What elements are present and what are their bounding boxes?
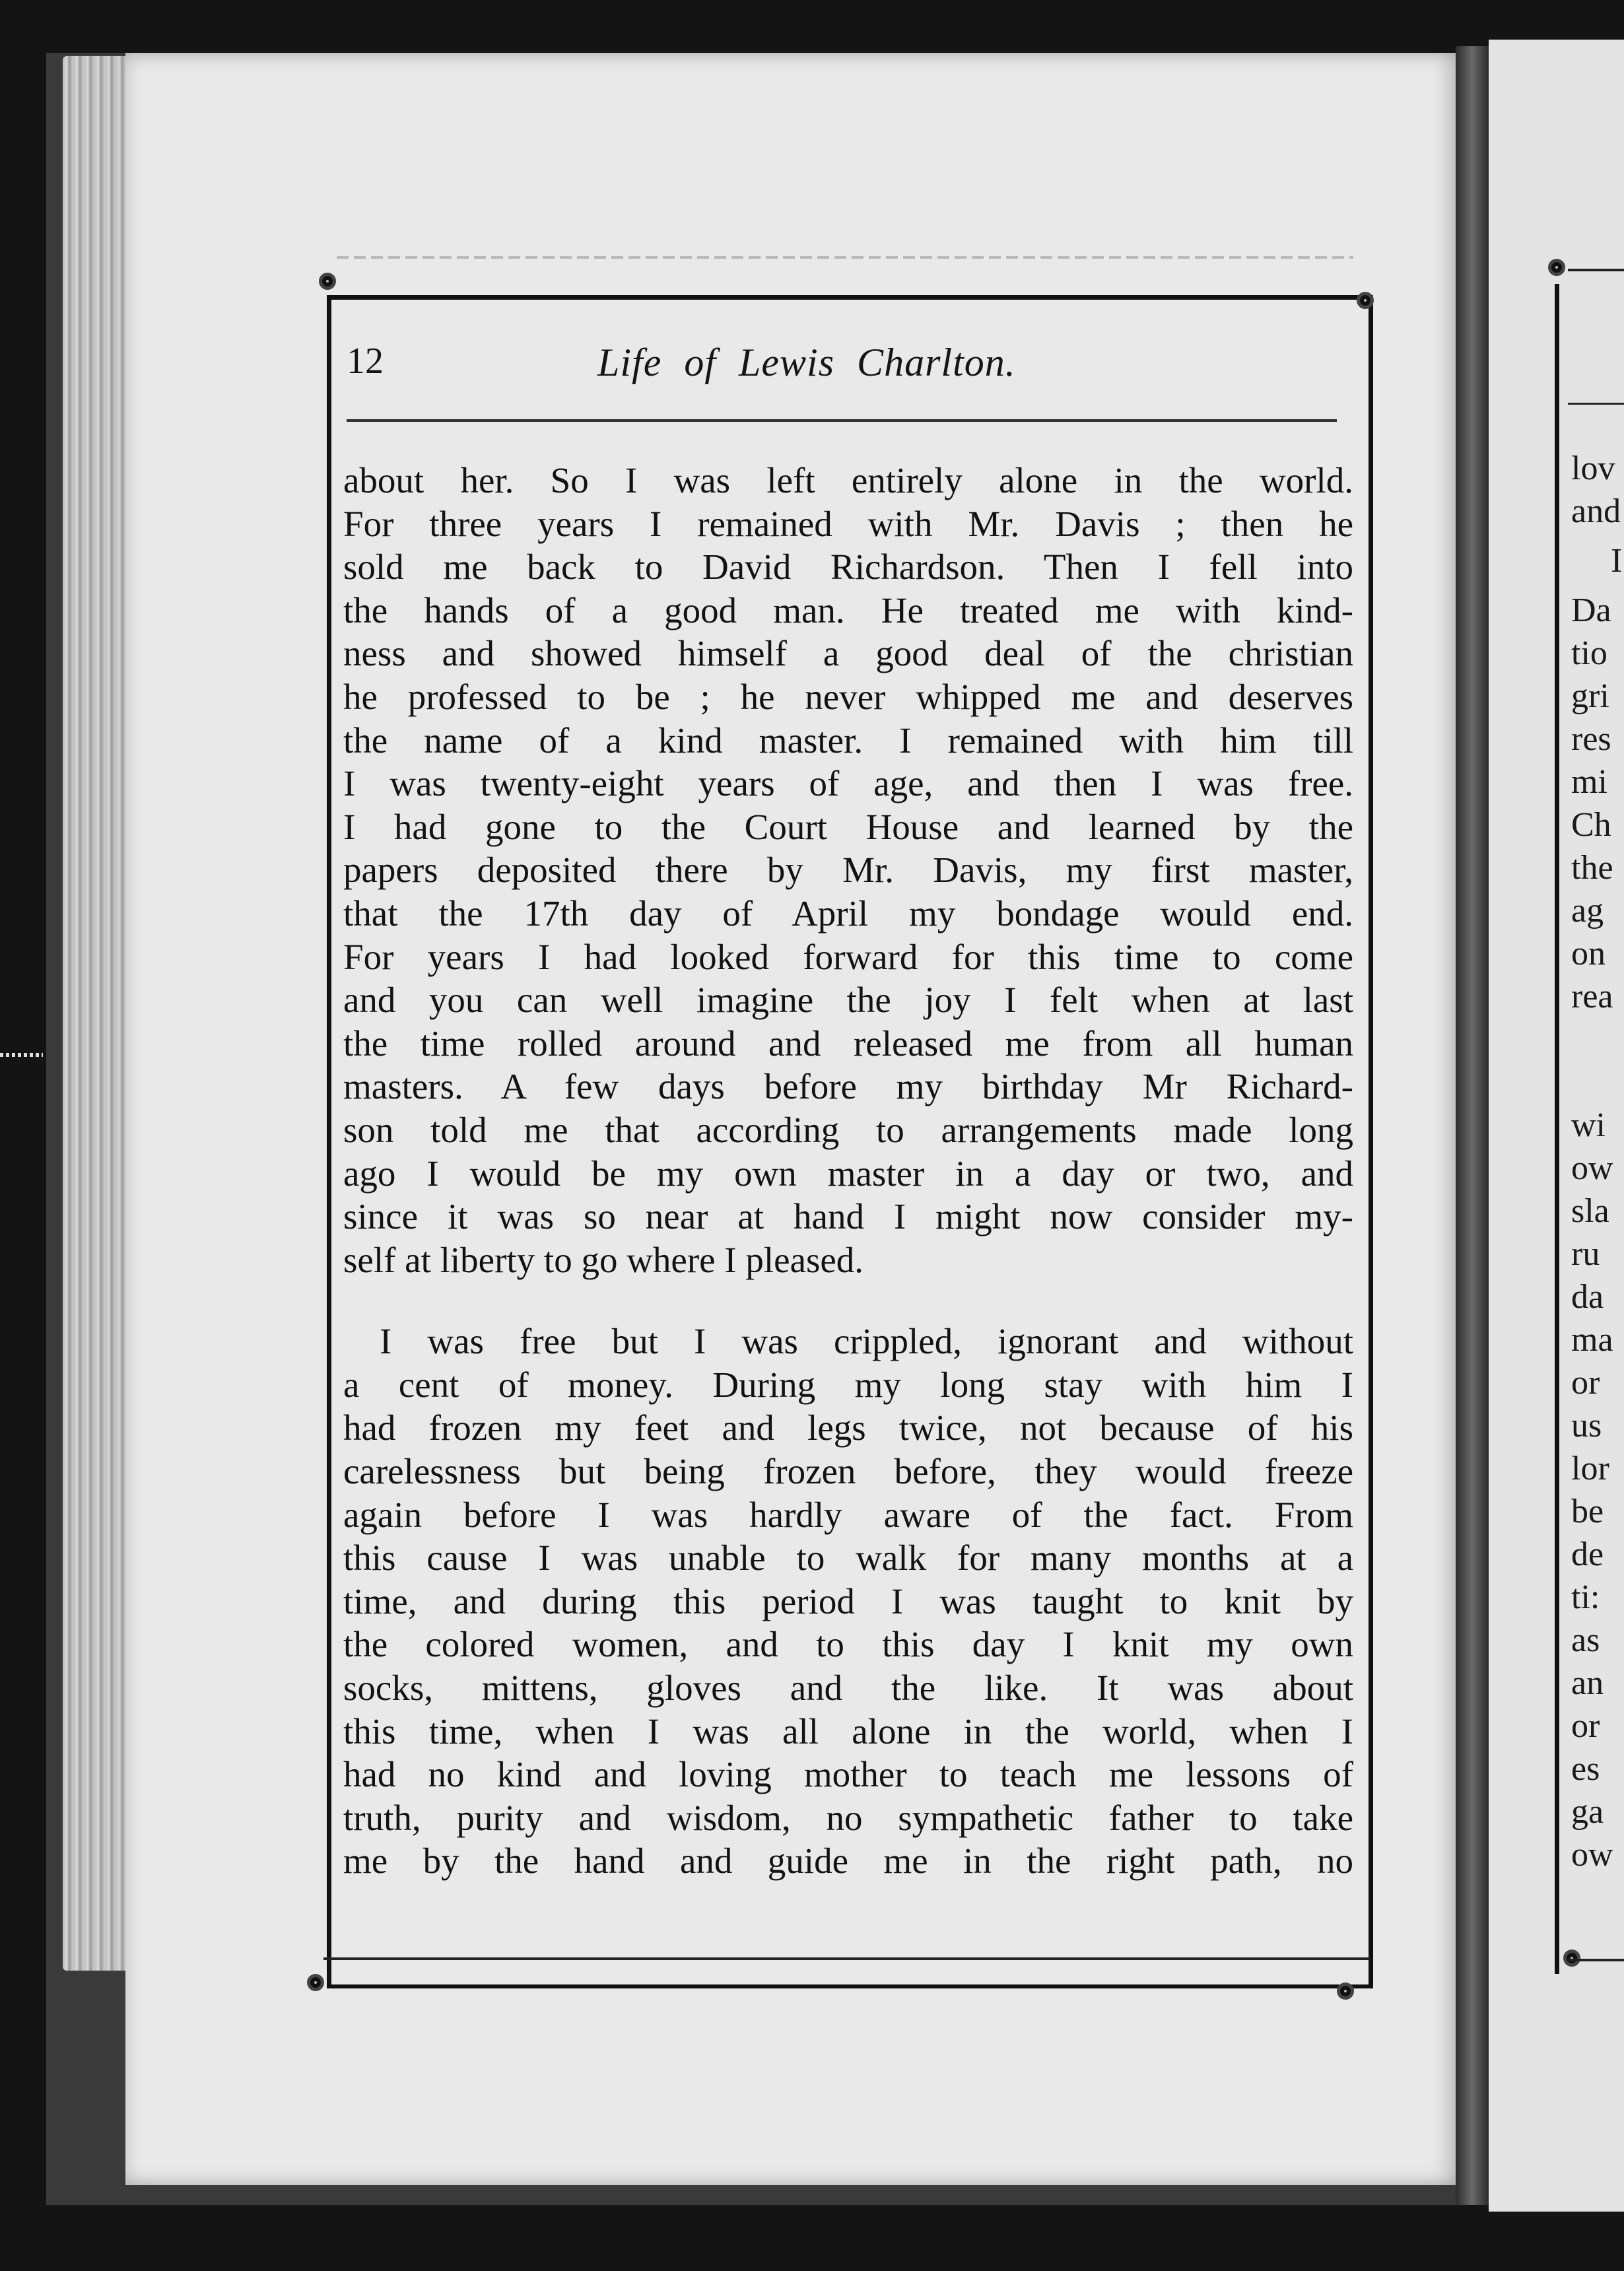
facing-text-fragment: or — [1571, 1364, 1600, 1402]
running-title: Life of Lewis Charlton. — [597, 341, 1016, 384]
text-line: For years I had looked forward for this time to come — [343, 936, 1353, 977]
frame-inner-rule — [323, 1957, 1370, 1960]
text-line: had frozen my feet and legs twice, not because of his — [343, 1407, 1353, 1448]
text-line: I had gone to the Court House and learned by the — [343, 806, 1353, 847]
text-line: I was free but I was crippled, ignorant and without — [380, 1321, 1353, 1362]
facing-text-fragment: rea — [1571, 978, 1613, 1015]
frame-corner-ornament — [307, 1974, 324, 1991]
facing-text-fragment: gri — [1571, 677, 1609, 715]
facing-text-fragment: ow — [1571, 1149, 1613, 1187]
facing-text-fragment: wi — [1571, 1106, 1606, 1144]
text-line: time, and during this period I was taught to knit by — [343, 1580, 1353, 1621]
text-line: self at liberty to go where I pleased. — [343, 1239, 864, 1280]
facing-text-fragment: an — [1571, 1664, 1604, 1702]
text-line: a cent of money. During my long stay with him I — [343, 1364, 1353, 1405]
text-line: me by the hand and guide me in the right path, no — [343, 1841, 1353, 1881]
text-line: the colored women, and to this day I knit my own — [343, 1624, 1353, 1665]
text-line: I was twenty-eight years of age, and then I was free. — [343, 763, 1353, 804]
text-line: had no kind and loving mother to teach me lessons of — [343, 1754, 1353, 1795]
facing-text-fragment: ma — [1571, 1321, 1613, 1359]
page-number: 12 — [347, 341, 384, 382]
text-line: truth, purity and wisdom, no sympathetic father to take — [343, 1797, 1353, 1838]
facing-text-fragment: the — [1571, 849, 1613, 887]
facing-text-fragment: as — [1571, 1621, 1600, 1659]
text-line: he professed to be ; he never whipped me and deserves — [343, 676, 1353, 717]
text-line: about her. So I was left entirely alone in the world. — [343, 460, 1353, 500]
text-line: sold me back to David Richardson. Then I fell into — [343, 547, 1353, 588]
facing-text-fragment: tio — [1571, 634, 1607, 672]
facing-text-fragment: and — [1571, 492, 1621, 530]
facing-frame-top-rule — [1568, 269, 1624, 271]
text-line: this cause I was unable to walk for many months at a — [343, 1538, 1353, 1578]
facing-text-fragment: ga — [1571, 1793, 1604, 1831]
book-gutter — [1456, 46, 1492, 2205]
text-line: and you can well imagine the joy I felt when at last — [343, 980, 1353, 1021]
facing-text-fragment: us — [1571, 1407, 1602, 1444]
text-line: For three years I remained with Mr. Davis ; then he — [343, 503, 1353, 544]
facing-text-fragment: be — [1571, 1493, 1604, 1530]
facing-text-fragment: es — [1571, 1750, 1600, 1788]
text-line: papers deposited there by Mr. Davis, my first master, — [343, 850, 1353, 891]
facing-text-fragment: sla — [1571, 1192, 1609, 1230]
text-line: the hands of a good man. He treated me with kind- — [343, 590, 1353, 630]
text-line: this time, when I was all alone in the world, when I — [343, 1711, 1353, 1751]
text-line: socks, mittens, gloves and the like. It was about — [343, 1668, 1353, 1709]
facing-text-fragment: da — [1571, 1278, 1604, 1316]
scan-ruler-mark — [0, 1053, 43, 1057]
facing-text-fragment: mi — [1571, 763, 1607, 801]
text-line: ness and showed himself a good deal of the christian — [343, 633, 1353, 674]
text-line: masters. A few days before my birthday Mr Richard- — [343, 1066, 1353, 1107]
facing-text-fragment: ow — [1571, 1836, 1613, 1874]
page-header — [347, 333, 1357, 393]
text-line: son told me that according to arrangements made long — [343, 1109, 1353, 1150]
bleed-through-rule — [337, 256, 1353, 259]
facing-text-fragment: Da — [1571, 592, 1611, 629]
text-line: that the 17th day of April my bondage would end. — [343, 893, 1353, 933]
frame-corner-ornament — [1357, 292, 1374, 309]
facing-text-fragment: res — [1571, 720, 1611, 758]
paragraph-gap — [343, 1281, 1353, 1320]
facing-text-fragment: or — [1571, 1707, 1600, 1745]
body-text — [343, 459, 1353, 1883]
text-line: the name of a kind master. I remained with him till — [343, 720, 1353, 761]
facing-frame-corner-ornament — [1548, 259, 1565, 276]
text-line: carelessness but being frozen before, they would freeze — [343, 1451, 1353, 1492]
facing-text-fragment: lov — [1571, 450, 1615, 487]
facing-text-fragment: Ch — [1571, 806, 1611, 844]
text-line: the time rolled around and released me from all human — [343, 1023, 1353, 1064]
frame-corner-ornament — [319, 273, 336, 290]
facing-text-fragment: lor — [1571, 1450, 1609, 1487]
text-line: again before I was hardly aware of the fact. From — [343, 1494, 1353, 1535]
facing-frame-corner-ornament — [1563, 1949, 1580, 1967]
facing-header-rule — [1568, 403, 1624, 405]
frame-corner-ornament — [1337, 1983, 1354, 2000]
text-line: ago I would be my own master in a day or two, and — [343, 1153, 1353, 1194]
text-line: since it was so near at hand I might now consider my- — [343, 1196, 1353, 1237]
facing-text-fragment: I — [1611, 542, 1623, 580]
facing-text-fragment: ru — [1571, 1235, 1600, 1273]
facing-text-fragment: ag — [1571, 892, 1604, 930]
facing-text-fragment: de — [1571, 1536, 1604, 1573]
facing-text-fragment: on — [1571, 935, 1606, 972]
header-rule — [347, 419, 1337, 422]
facing-frame-bottom-rule — [1568, 1959, 1624, 1961]
facing-frame-left-rule — [1555, 284, 1559, 1974]
facing-text-fragment: ti: — [1571, 1578, 1600, 1616]
